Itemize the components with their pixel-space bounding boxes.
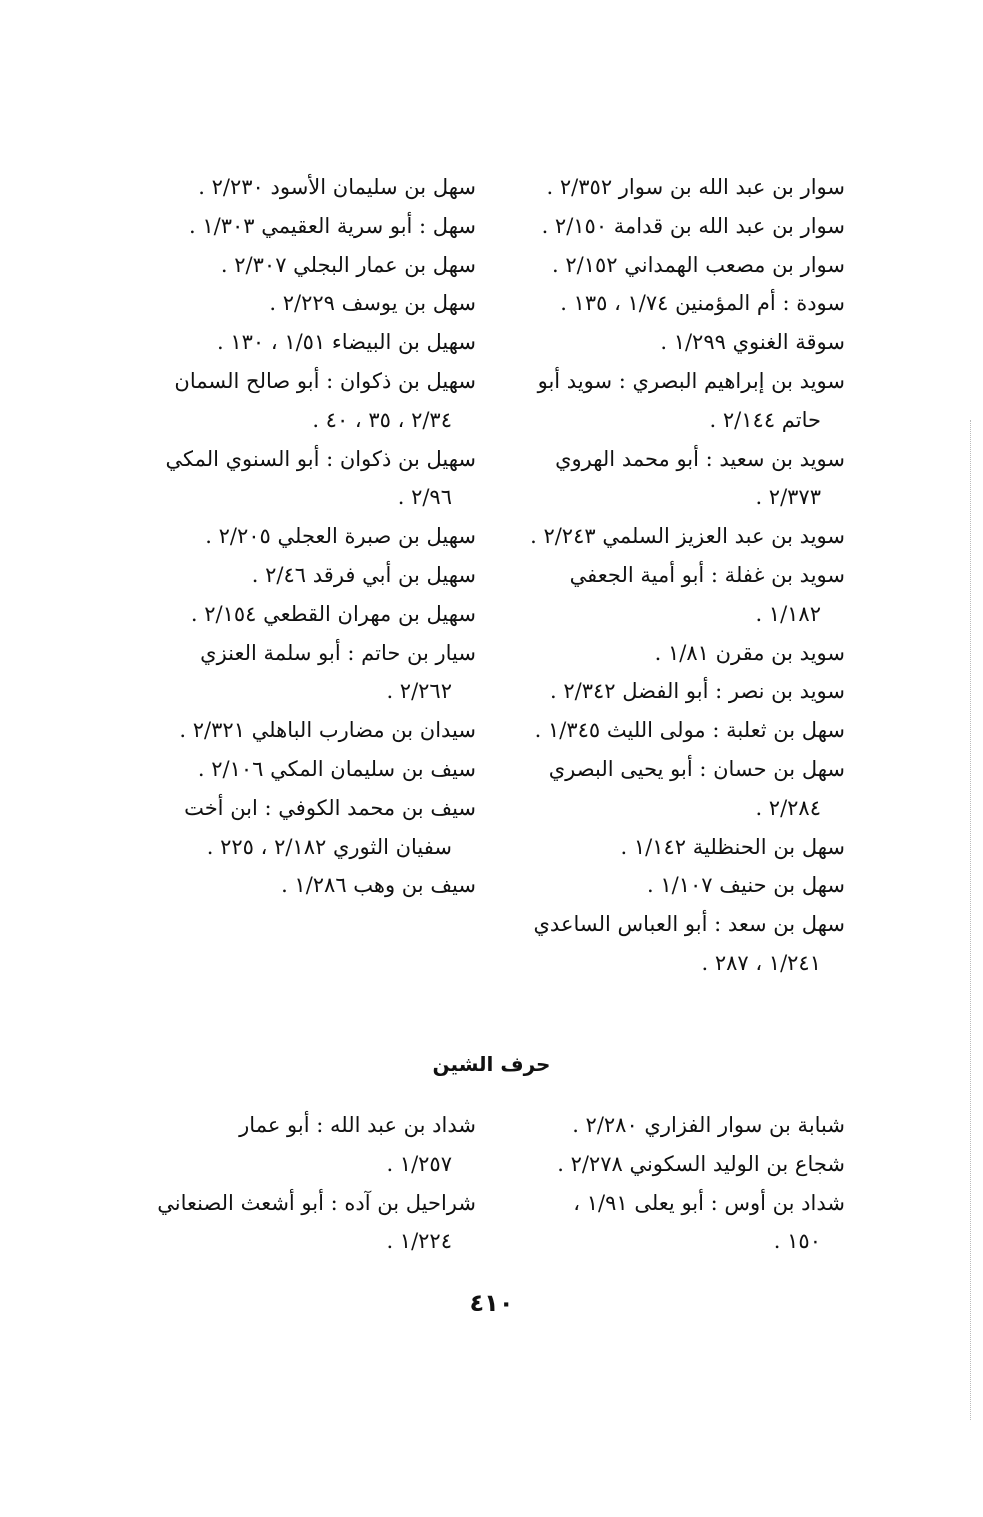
index-entry-text: سهيل بن أبي فرقد ٢/٤٦ . xyxy=(251,562,476,587)
index-entry xyxy=(505,750,845,828)
index-entry-text: سويد بن نصر : أبو الفضل ٢/٣٤٢ . xyxy=(550,679,845,704)
index-entry xyxy=(505,828,845,867)
index-entry xyxy=(505,207,845,246)
index-entry xyxy=(140,789,476,867)
index-entry-text: سيدان بن مضارب الباهلي ٢/٣٢١ . xyxy=(179,718,476,743)
index-entry-text: سويد بن غفلة : أبو أمية الجعفي xyxy=(569,562,845,587)
index-entry xyxy=(140,595,476,634)
index-entry xyxy=(140,207,476,246)
index-entry-text: سهل بن عمار البجلي ٢/٣٠٧ . xyxy=(220,252,476,277)
index-entry-text: سيار بن حاتم : أبو سلمة العنزي xyxy=(200,640,476,665)
index-entry xyxy=(140,1106,476,1184)
index-entry xyxy=(140,866,476,905)
index-entry xyxy=(140,168,476,207)
index-entry xyxy=(140,323,476,362)
index-entry xyxy=(505,905,845,983)
index-entry-text: سهيل بن صبرة العجلي ٢/٢٠٥ . xyxy=(205,524,476,549)
index-entry-continuation: ٢/٣٧٣ . xyxy=(755,485,821,510)
index-entry-continuation: ١/١٨٢ . xyxy=(755,601,821,626)
index-entry xyxy=(140,246,476,285)
index-entry xyxy=(140,284,476,323)
index-entry-text: سوقة الغنوي ١/٢٩٩ . xyxy=(660,330,845,355)
index-entry-continuation: ١/٢٤١ ، ٢٨٧ . xyxy=(701,950,821,975)
index-column-left-shin xyxy=(140,1106,476,1261)
index-entry xyxy=(505,866,845,905)
index-entry xyxy=(140,1184,476,1262)
index-entry-text: سودة : أم المؤمنين ١/٧٤ ، ١٣٥ . xyxy=(560,291,845,316)
index-entry-text: سيف بن سليمان المكي ٢/١٠٦ . xyxy=(197,756,476,781)
index-entry-text: سهل بن حسان : أبو يحيى البصري xyxy=(548,756,845,781)
index-entry-continuation: حاتم ٢/١٤٤ . xyxy=(709,407,821,432)
index-entry-continuation: ٢/٩٦ . xyxy=(397,485,452,510)
index-entry-text: سهل بن ثعلبة : مولى الليث ١/٣٤٥ . xyxy=(534,718,845,743)
index-entry-continuation: ١٥٠ . xyxy=(773,1229,821,1254)
index-entry xyxy=(505,517,845,556)
index-entry xyxy=(140,711,476,750)
index-entry-continuation: ٢/٣٤ ، ٣٥ ، ٤٠ . xyxy=(312,407,452,432)
index-entry xyxy=(505,246,845,285)
index-entry-text: سوار بن مصعب الهمداني ٢/١٥٢ . xyxy=(552,252,845,277)
index-entry xyxy=(505,440,845,518)
index-entry xyxy=(140,634,476,712)
index-entry-text: سهل بن سعد : أبو العباس الساعدي xyxy=(533,912,845,937)
index-entry xyxy=(140,362,476,440)
index-entry-text: سهيل بن البيضاء ١/٥١ ، ١٣٠ . xyxy=(216,330,476,355)
index-entry xyxy=(505,556,845,634)
page-number: ٤١٠ xyxy=(469,1289,514,1317)
index-entry xyxy=(505,362,845,440)
index-entry-text: شبابة بن سوار الفزاري ٢/٢٨٠ . xyxy=(572,1113,845,1137)
index-entry-continuation: ٢/٢٨٤ . xyxy=(755,795,821,820)
index-entry-text: سهل بن الحنظلية ١/١٤٢ . xyxy=(620,834,845,859)
index-entry-text: سهل بن سليمان الأسود ٢/٢٣٠ . xyxy=(198,175,476,199)
index-entry xyxy=(505,1184,845,1262)
index-entry-text: سهل بن يوسف ٢/٢٢٩ . xyxy=(269,291,476,316)
index-entry-text: سهل : أبو سرية العقيمي ١/٣٠٣ . xyxy=(189,213,476,238)
index-entry-text: سوار بن عبد الله بن سوار ٢/٣٥٢ . xyxy=(546,175,845,199)
index-column-right-shin xyxy=(505,1106,845,1261)
index-entry xyxy=(140,556,476,595)
index-entry-continuation: ٢/٢٦٢ . xyxy=(386,679,452,704)
index-entry-text: سيف بن وهب ١/٢٨٦ . xyxy=(281,873,476,898)
index-entry xyxy=(505,168,845,207)
scan-edge-decoration xyxy=(970,420,972,1420)
index-entry-text: سويد بن عبد العزيز السلمي ٢/٢٤٣ . xyxy=(530,524,845,549)
index-entry-text: سوار بن عبد الله بن قدامة ٢/١٥٠ . xyxy=(541,213,845,238)
index-entry-text: سهيل بن مهران القطعي ٢/١٥٤ . xyxy=(190,601,476,626)
index-entry-text: سهيل بن ذكوان : أبو السنوي المكي xyxy=(165,446,476,471)
index-entry xyxy=(505,711,845,750)
index-entry xyxy=(505,323,845,362)
index-entry-text: شجاع بن الوليد السكوني ٢/٢٧٨ . xyxy=(557,1151,845,1176)
index-entry-text: شداد بن عبد الله : أبو عمار xyxy=(239,1113,476,1137)
index-entry-text: سويد بن إبراهيم البصري : سويد أبو xyxy=(537,368,845,393)
index-entry-continuation: ١/٢٢٤ . xyxy=(386,1229,452,1254)
index-entry xyxy=(140,750,476,789)
index-entry xyxy=(140,517,476,556)
index-entry xyxy=(505,284,845,323)
index-entry-continuation: ١/٢٥٧ . xyxy=(386,1151,452,1176)
index-entry-text: شراحيل بن آده : أبو أشعث الصنعاني xyxy=(157,1190,476,1215)
index-column-right xyxy=(505,168,845,983)
index-entry-text: سهل بن حنيف ١/١٠٧ . xyxy=(647,873,845,898)
index-entry-text: سهيل بن ذكوان : أبو صالح السمان xyxy=(174,368,476,393)
index-entry-text: سويد بن سعيد : أبو محمد الهروي xyxy=(555,446,845,471)
section-heading: حرف الشين xyxy=(432,1052,551,1076)
index-entry xyxy=(505,1106,845,1145)
index-entry-continuation: سفيان الثوري ٢/١٨٢ ، ٢٢٥ . xyxy=(206,834,452,859)
index-entry-text: سويد بن مقرن ١/٨١ . xyxy=(654,640,845,665)
index-entry xyxy=(505,1145,845,1184)
index-entry-text: شداد بن أوس : أبو يعلى ١/٩١ ، xyxy=(573,1190,845,1215)
index-column-left xyxy=(140,168,476,905)
index-entry-text: سيف بن محمد الكوفي : ابن أخت xyxy=(184,795,476,820)
index-entry xyxy=(505,672,845,711)
index-entry xyxy=(505,634,845,673)
index-entry xyxy=(140,440,476,518)
